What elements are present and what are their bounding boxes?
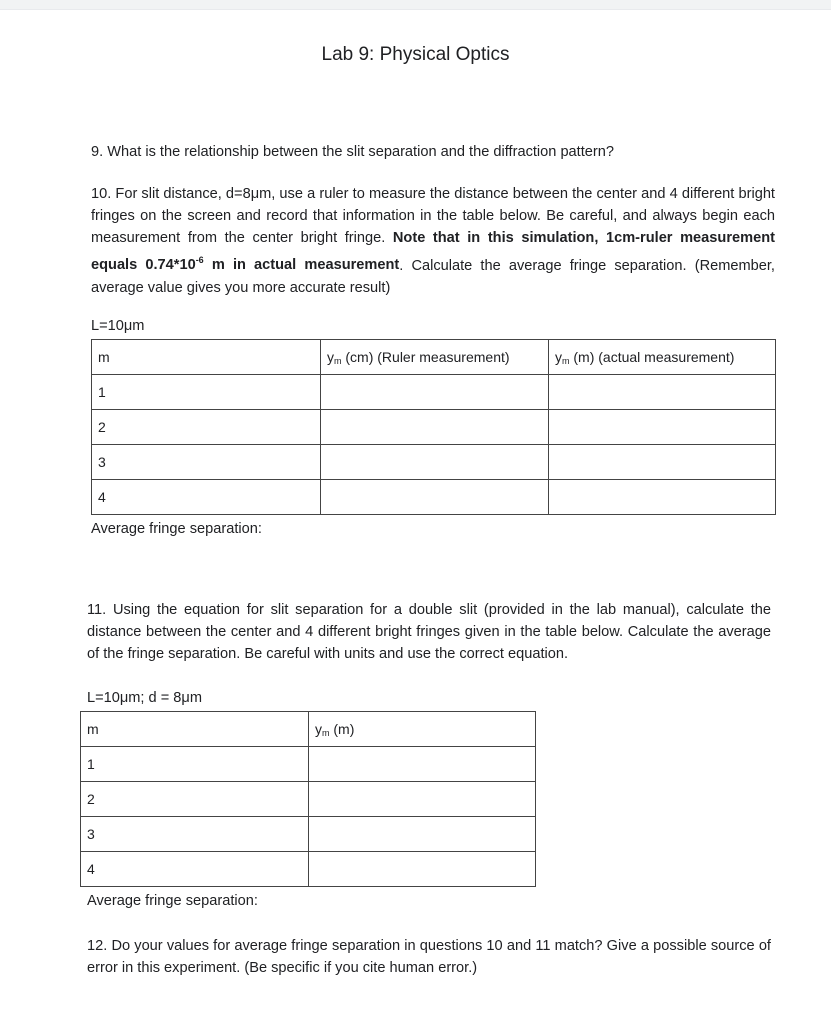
toolbar-strip — [0, 0, 831, 10]
table-2-cell-ym[interactable] — [309, 782, 536, 817]
question-11: 11. Using the equation for slit separation for a double slit (provided in the lab manual), calculate the distance between the center and 4 different bright fringes given in the table below. Calculate the average of the fringe separation. Be careful with units and use the correct equation. — [87, 602, 771, 663]
table-2-header-ym: $y_m$ (m) — [309, 712, 536, 747]
question-10 — [91, 183, 775, 299]
table-2-cell-m: 1 — [81, 747, 309, 782]
table-2-header-m: m — [81, 712, 309, 747]
question-10-note: Note that in this simulation, 1cm-ruler measurement equals $0.74*10^{-6}$ m in actual measurement — [91, 230, 775, 274]
table-2-cell-m: 3 — [81, 817, 309, 852]
table-1-cell-ruler[interactable] — [321, 410, 549, 445]
question-9: 9. What is the relationship between the slit separation and the diffraction pattern? — [91, 144, 614, 160]
table-row — [81, 852, 536, 887]
table-1-cell-ruler[interactable] — [321, 445, 549, 480]
table-1-label: L=10μm — [91, 318, 145, 334]
table-row — [92, 445, 776, 480]
table-row — [92, 410, 776, 445]
table-2-average: Average fringe separation: — [87, 893, 258, 909]
table-row — [81, 817, 536, 852]
table-2-cell-ym[interactable] — [309, 817, 536, 852]
table-1-cell-m: 2 — [92, 410, 321, 445]
table-2-cell-ym[interactable] — [309, 852, 536, 887]
table-row — [81, 747, 536, 782]
table-1-cell-m: 3 — [92, 445, 321, 480]
table-1-header-row — [92, 340, 776, 375]
table-2 — [80, 711, 536, 887]
table-1-header-ym-actual: $y_m$ (m) (actual measurement) — [549, 340, 776, 375]
table-2-header-row — [81, 712, 536, 747]
question-12: 12. Do your values for average fringe separation in questions 10 and 11 match? Give a possible source of error in this experiment. (Be specific if you cite human error.) — [87, 938, 771, 977]
question-10-outro: . Calculate the average fringe separation. (Remember, average value gives you more accurate result) — [91, 257, 775, 296]
table-1 — [91, 339, 776, 515]
page-title: Lab 9: Physical Optics — [321, 44, 510, 65]
table-2-cell-m: 2 — [81, 782, 309, 817]
table-row — [92, 480, 776, 515]
table-1-cell-ruler[interactable] — [321, 375, 549, 410]
table-1-header-m: m — [92, 340, 321, 375]
table-1-cell-actual[interactable] — [549, 445, 776, 480]
question-10-intro: 10. For slit distance, d=8μm, use a ruler to measure the distance between the center and 4 different bright fringes on the screen and record that information in the table below. Be careful, and always begin each measurement from the center bright fringe. — [91, 186, 775, 247]
table-1-average: Average fringe separation: — [91, 521, 262, 537]
table-1-header-ym-ruler: $y_m$ (cm) (Ruler measurement) — [321, 340, 549, 375]
table-1-cell-actual[interactable] — [549, 410, 776, 445]
table-1-cell-m: 4 — [92, 480, 321, 515]
table-1-cell-m: 1 — [92, 375, 321, 410]
table-2-cell-m: 4 — [81, 852, 309, 887]
table-1-cell-actual[interactable] — [549, 480, 776, 515]
table-1-cell-ruler[interactable] — [321, 480, 549, 515]
table-row — [81, 782, 536, 817]
table-2-label: L=10μm; d = 8μm — [87, 690, 202, 706]
table-1-cell-actual[interactable] — [549, 375, 776, 410]
table-2-cell-ym[interactable] — [309, 747, 536, 782]
table-row — [92, 375, 776, 410]
